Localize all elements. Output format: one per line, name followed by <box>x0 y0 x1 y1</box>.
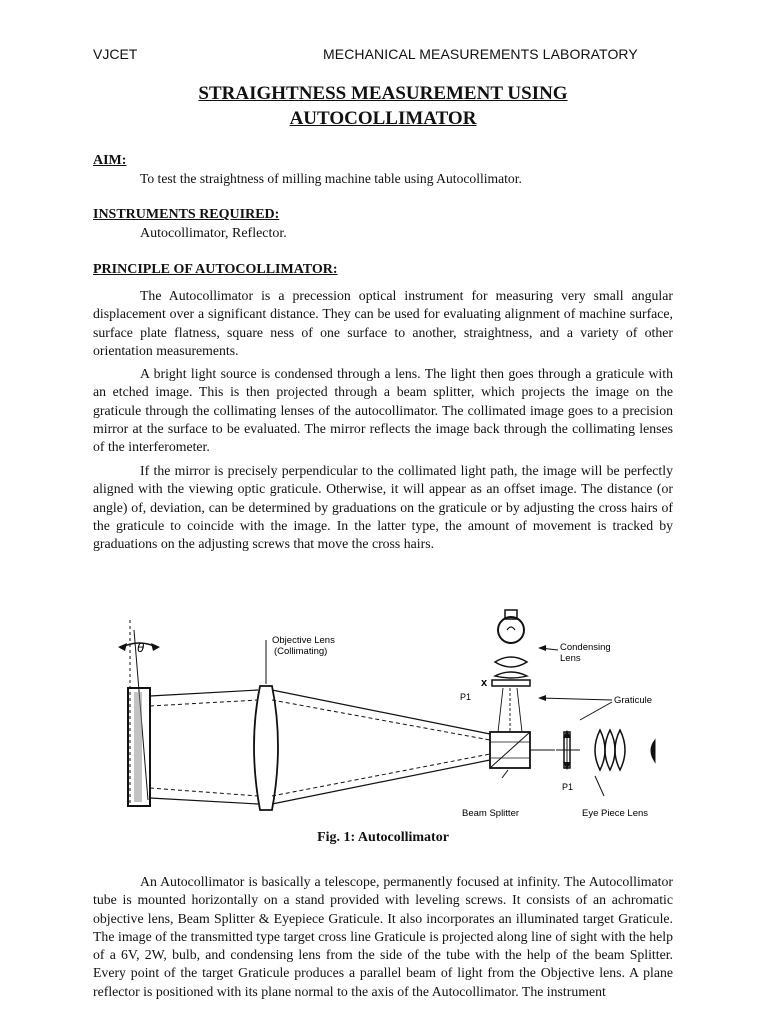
eyepiece-lens-3 <box>615 730 625 770</box>
beam-top-reflected <box>150 700 258 706</box>
page-title-line-1: STRAIGHTNESS MEASUREMENT USING <box>198 83 568 104</box>
beam-splitter-diagonal <box>490 732 530 768</box>
beam-splitter-label: Beam Splitter <box>462 808 520 819</box>
principle-paragraph-3: If the mirror is precisely perpendicular to the collimated light path, the image will be perfectly aligned with the viewing optic graticule. Otherwise, it will appear as an offset image. The distance (or angle) of, deviation, can be determined by graduations on the graticule or by adjusting the cross hairs of the graticule to coincide with the image. In the latter type, the amount of movement is tracked by graduations on the adjusting screws that move the cross hairs. <box>93 463 673 552</box>
figure-caption: Fig. 1: Autocollimator <box>317 830 449 845</box>
instruments-heading: INSTRUMENTS REQUIRED: <box>93 207 280 222</box>
condensing-arrow <box>538 645 546 651</box>
header-lab-code: VJCET <box>93 46 138 62</box>
header-lab-name: MECHANICAL MEASUREMENTS LABORATORY <box>323 46 638 62</box>
converging-beam-top <box>272 690 490 734</box>
objective-lens-sublabel: (Collimating) <box>274 646 328 657</box>
beam-bottom-reflected <box>150 788 258 796</box>
principle-paragraph-2: A bright light source is condensed through a lens. The light then goes through a graticule with an etched image. This is then projected through a beam splitter, which projects the image on the graticule through the collimating lenses of the autocollimator. The collimated image goes to a precision mirror at the surface to be evaluated. The mirror reflects the image back through the collimating lenses of the interferometer. <box>93 366 673 455</box>
converging-beam-bottom <box>272 760 490 804</box>
condensing-sublabel: Lens <box>560 653 581 664</box>
aim-text: To test the straightness of milling machine table using Autocollimator. <box>140 171 522 186</box>
converging-dashed-top <box>272 700 490 740</box>
instruments-text: Autocollimator, Reflector. <box>140 226 287 241</box>
eyepiece-lens-1 <box>595 730 605 770</box>
converging-dashed-bottom <box>272 754 490 796</box>
objective-lens <box>254 686 278 810</box>
p1-top-label: P1 <box>460 692 472 702</box>
condensing-lens-1 <box>495 657 527 667</box>
theta-label: θ <box>137 640 145 655</box>
page-title-line-2: AUTOCOLLIMATOR <box>289 108 477 129</box>
vertical-ray-1 <box>498 688 503 732</box>
graticule-label: Graticule <box>614 695 653 706</box>
beam-top <box>150 690 258 696</box>
beam-bottom <box>150 798 258 804</box>
principle-paragraph-1: The Autocollimator is a precession optical instrument for measuring very small angular displacement over a significant distance. They can be used for evaluating alignment of machine surface, surface plate flatness, square ness of one surface to another, straightness, and a variety of other orientation measurements. <box>93 288 673 358</box>
graticule-arrow-top <box>538 695 546 701</box>
vertical-ray-3 <box>517 688 522 732</box>
p1-bottom-label: P1 <box>562 782 574 792</box>
condensing-lens-2 <box>495 672 527 678</box>
condensing-label: Condensing <box>560 642 611 653</box>
mirror-shading <box>134 692 142 802</box>
autocollimator-diagram <box>110 600 660 825</box>
body-paragraph: An Autocollimator is basically a telescope, permanently focused at infinity. The Autocollimator tube is mounted horizontally on a stand provided with leveling screws. It consists of an achromatic objective lens, Beam Splitter & Eyepiece Graticule. It also incorporates an illuminated target Graticule. The image of the transmitted type target cross line Graticule is projected along line of sight with the help of a 6V, 2W, bulb, and condensing lens from the side of the tube with the help of the beam Splitter. Every point of the target Graticule produces a parallel beam of light from the Objective lens. A plane reflector is positioned with its plane normal to the axis of the Autocollimator. The instrument <box>93 874 673 999</box>
bulb-filament <box>507 627 515 630</box>
eyepiece-lens-2 <box>605 730 615 770</box>
top-graticule <box>492 680 530 686</box>
beam-splitter-leader <box>502 770 508 778</box>
angle-arrow-left <box>118 643 127 651</box>
eyepiece-label: Eye Piece Lens <box>582 808 649 819</box>
eye-icon <box>651 740 655 762</box>
graticule-leader-eye <box>580 702 612 720</box>
graticule-leader-top <box>540 698 612 700</box>
aim-heading: AIM: <box>93 153 127 168</box>
x-label: x <box>481 677 488 689</box>
light-bulb-icon <box>498 617 524 643</box>
principle-heading: PRINCIPLE OF AUTOCOLLIMATOR: <box>93 262 338 277</box>
eyepiece-leader <box>595 776 604 796</box>
objective-lens-label: Objective Lens <box>272 635 335 646</box>
angle-arrow-right <box>151 643 160 651</box>
